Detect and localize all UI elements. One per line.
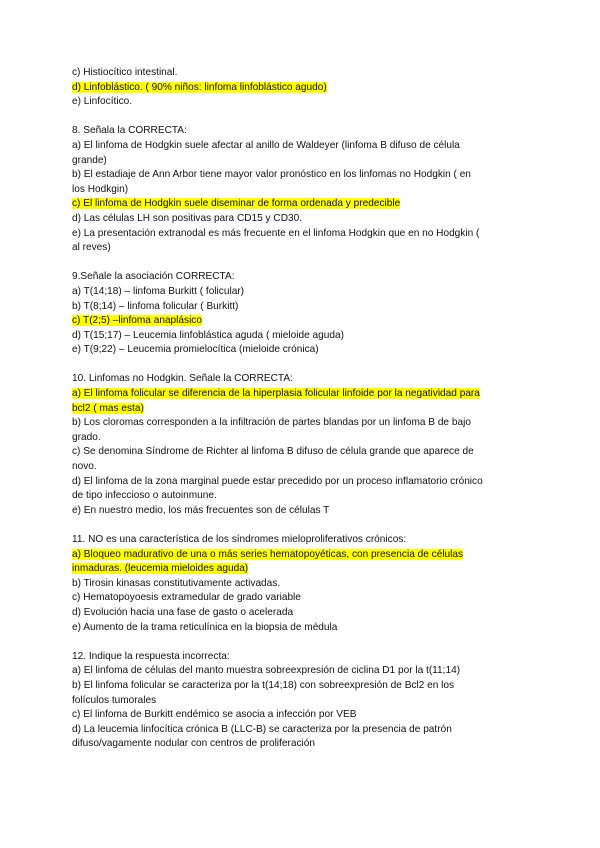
q8-option-d: d) Las células LH son positivas para CD15 y CD30.	[72, 212, 303, 224]
document-body	[72, 66, 532, 752]
question-9-title: 9.Señale la asociación CORRECTA:	[72, 271, 235, 283]
question-12-title: 12. Indique la respuesta incorrecta:	[72, 650, 230, 662]
q9-option-d: d) T(15;17) – Leucemia linfoblástica aguda ( mieloide aguda)	[72, 329, 344, 341]
q9-option-c-highlighted: c) T(2;5) –linfoma anaplásico	[72, 315, 202, 327]
q11-option-c: c) Hematopoyoesis extramedular de grado variable	[72, 592, 301, 604]
q12-option-d-line1: d) La leucemia linfocítica crónica B (LLC-B) se caracteriza por la presencia de patrón	[72, 723, 452, 735]
question-10-title: 10. Linfomas no Hodgkin. Señale la CORRECTA:	[72, 373, 293, 385]
q12-option-b-line2: folículos tumorales	[72, 694, 157, 706]
q12-option-a: a) El linfoma de células del manto muestra sobreexpresión de ciclina D1 por la t(11;14)	[72, 665, 461, 677]
q11-option-a-line1-highlighted: a) Bloqueo madurativo de una o más series hematopoyéticas, con presencia de células	[72, 548, 464, 560]
spacer	[72, 110, 532, 125]
q10-option-a-line2-highlighted: bcl2 ( mas esta)	[72, 402, 144, 414]
q10-option-c-line1: c) Se denomina Síndrome de Richter al linfoma B difuso de célula grande que aparece de	[72, 446, 474, 458]
question-8-title: 8. Señala la CORRECTA:	[72, 125, 187, 137]
q10-option-e: e) En nuestro medio, los más frecuentes son de células T	[72, 504, 330, 516]
q8-option-a-line2: grande)	[72, 154, 107, 166]
q10-option-d-line2: de tipo infeccioso o autoinmune.	[72, 490, 217, 502]
q11-option-a-line2-highlighted: inmaduras. (leucemia mieloides aguda)	[72, 563, 249, 575]
q9-option-e: e) T(9;22) – Leucemia promielocítica (mieloide crónica)	[72, 344, 319, 356]
q8-option-e-line2: al reves)	[72, 242, 111, 254]
q12-option-d-line2: difuso/vagamente nodular con centros de proliferación	[72, 738, 315, 750]
q10-option-b-line1: b) Los cloromas corresponden a la infiltración de partes blandas por un linfoma B de bajo	[72, 417, 471, 429]
q8-option-e-line1: e) La presentación extranodal es más frecuente en el linfoma Hodgkin que en no Hodgkin (	[72, 227, 480, 239]
q12-option-b-line1: b) El linfoma folicular se caracteriza por la t(14;18) con sobreexpresión de Bcl2 en los	[72, 679, 455, 691]
q8-option-c-highlighted: c) El linfoma de Hodgkin suele diseminar de forma ordenada y predecible	[72, 198, 401, 210]
q11-option-d: d) Evolución hacia una fase de gasto o acelerada	[72, 606, 294, 618]
q11-option-e: e) Aumento de la trama reticulínica en la biopsia de médula	[72, 621, 338, 633]
q9-option-b: b) T(8;14) – linfoma folicular ( Burkitt)	[72, 300, 239, 312]
q8-option-b-line2: los Hodkgin)	[72, 183, 129, 195]
option-e-intro: e) Linfocítico.	[72, 96, 133, 108]
spacer	[72, 358, 532, 373]
spacer	[72, 635, 532, 650]
q11-option-b: b) Tirosin kinasas constitutivamente activadas.	[72, 577, 281, 589]
spacer	[72, 518, 532, 533]
q8-option-a-line1: a) El linfoma de Hodgkin suele afectar al anillo de Waldeyer (linfoma B difuso de célula	[72, 139, 460, 151]
q8-option-b-line1: b) El estadiaje de Ann Arbor tiene mayor valor pronóstico en los linfomas no Hodgkin ( en	[72, 169, 471, 181]
option-c-intro: c) Histiocítico intestinal.	[72, 67, 178, 78]
q9-option-a: a) T(14;18) – linfoma Burkitt ( folicular)	[72, 285, 245, 297]
question-11-title: 11. NO es una característica de los síndromes mieloproliferativos crónicos:	[72, 534, 407, 545]
option-d-intro-highlighted: d) Linfoblástico. ( 90% niños: linfoma linfoblástico agudo)	[72, 81, 327, 93]
q10-option-b-line2: grado.	[72, 431, 101, 443]
q12-option-c: c) El linfoma de Burkitt endémico se asocia a infección por VEB	[72, 709, 357, 721]
spacer	[72, 256, 532, 271]
q10-option-a-line1-highlighted: a) El linfoma folicular se diferencia de la hiperplasia folicular linfoide por la negatividad para	[72, 388, 480, 400]
q10-option-c-line2: novo.	[72, 461, 97, 473]
q10-option-d-line1: d) El linfoma de la zona marginal puede estar precedido por un proceso inflamatorio crónico	[72, 475, 483, 487]
